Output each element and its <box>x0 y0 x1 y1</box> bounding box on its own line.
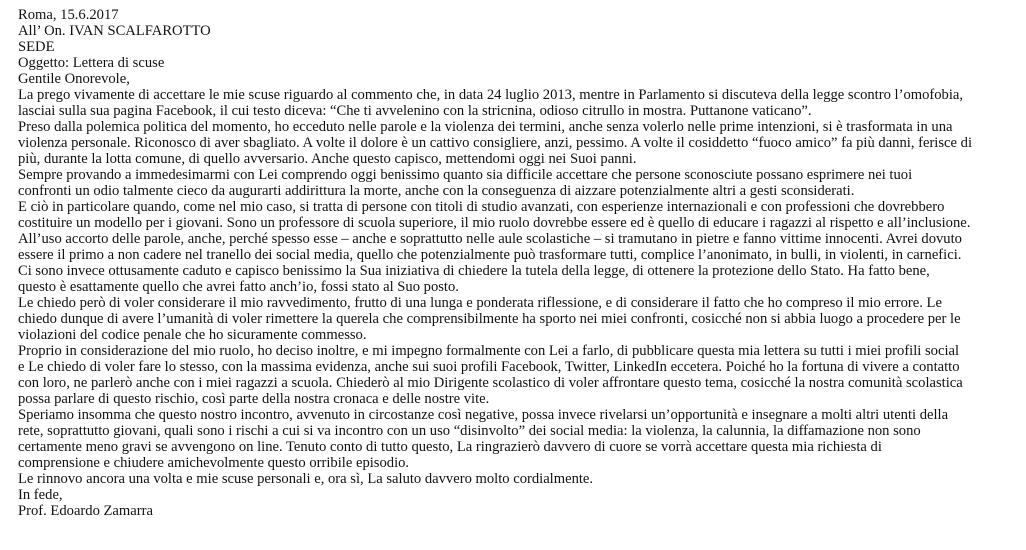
place-date: Roma, 15.6.2017 <box>18 7 119 23</box>
body-line: La prego vivamente di accettare le mie scuse riguardo al commento che, in data 24 luglio 2013, mentre in Parlamento si discuteva della legge scontro l’omofobia, <box>18 87 964 103</box>
body-line: Proprio in considerazione del mio ruolo, ho deciso inoltre, e mi impegno formalmente con Lei a farlo, di pubblicare questa mia lettera su tutti i miei profili social <box>18 343 960 359</box>
body-line: lasciai sulla sua pagina Facebook, il cui testo diceva: “Che ti avvelenino con la stricnina, odioso citrullo in mostra. Puttanone vaticano”. <box>18 103 812 119</box>
body-line: Le chiedo però di voler considerare il mio ravvedimento, frutto di una lunga e ponderata riflessione, e di considerare il fatto che ho compreso il mio errore. Le <box>18 295 942 311</box>
body-line: violazioni del codice penale che ho sicuramente commesso. <box>18 327 367 343</box>
body-line: questo è esattamente quello che avrei fatto anch’io, fossi stato al Suo posto. <box>18 279 459 295</box>
closing: In fede, <box>18 487 63 503</box>
body-line: Speriamo insomma che questo nostro incontro, avvenuto in circostanze così negative, possa invece rivelarsi un’opportunità e insegnare a molti altri utenti della <box>18 407 949 423</box>
body-line: chiedo dunque di avere l’umanità di voler rimettere la querela che comprensibilmente ha sporto nei miei confronti, cosicché non si abbia luogo a procedere per le <box>18 311 961 327</box>
body-line: confronti un odio talmente cieco da augurarti addirittura la morte, anche con la conseguenza di aizzare potenzialmente altri a gesti sconsiderati. <box>18 183 855 199</box>
recipient-location: SEDE <box>18 39 55 55</box>
body-line: rete, soprattutto giovani, quali sono i rischi a cui si va incontro con un uso “disinvolto” dei social media: la violenza, la calunnia, la diffamazione non sono <box>18 423 921 439</box>
body-line: Sempre provando a immedesimarmi con Lei comprendo oggi benissimo quanto sia difficile accettare che persone sconosciute possano esprimere nei tuoi <box>18 167 913 183</box>
body-line: E ciò in particolare quando, come nel mio caso, si tratta di persone con titoli di studio avanzati, con esperienze internazionali e con professioni che dovrebbero <box>18 199 945 215</box>
body-line: essere il primo a non cadere nel tranello dei social media, quello che potenzialmente può trasformare tutti, complice l’anonimato, in bulli, in violenti, in carnefici. <box>18 247 962 263</box>
body-line: Ci sono invece ottusamente caduto e capisco benissimo la Sua iniziativa di chiedere la tutela della legge, di ottenere la protezione dello Stato. Ha fatto bene, <box>18 263 930 279</box>
signature: Prof. Edoardo Zamarra <box>18 503 153 519</box>
body-line: possa parlare di questo rischio, così parte della nostra cronaca e delle nostre vite. <box>18 391 490 407</box>
body-line: certamente meno gravi se avvengono on line. Tenuto conto di tutto questo, La ringrazierò davvero di cuore se vorrà accettare questa mia richiesta di <box>18 439 882 455</box>
body-line: e Le chiedo di voler fare lo stesso, con la massima evidenza, anche sui suoi profili Facebook, Twitter, LinkedIn eccetera. Poiché ho la fortuna di vivere a contatto <box>18 359 960 375</box>
greeting: Gentile Onorevole, <box>18 71 130 87</box>
body-line: con loro, ne parlerò anche con i miei ragazzi a scuola. Chiederò al mio Dirigente scolastico di voler affrontare questo tema, cosicché la nostra comunità scolastica <box>18 375 963 391</box>
body-line: costituire un modello per i giovani. Sono un professore di scuola superiore, il mio ruolo dovrebbe essere ed è quello di educare i ragazzi al rispetto e all’inclusione. <box>18 215 971 231</box>
recipient-name: All’ On. IVAN SCALFAROTTO <box>18 23 211 39</box>
body-line: comprensione e chiudere amichevolmente questo orribile episodio. <box>18 455 410 471</box>
body-line: più, durante la lotta comune, di quello avversario. Anche questo capisco, mettendomi oggi nei Suoi panni. <box>18 151 637 167</box>
subject-line: Oggetto: Lettera di scuse <box>18 55 165 71</box>
body-line: All’uso accorto delle parole, anche, perché spesso esse – anche e soprattutto nelle aule scolastiche – si tramutano in pietre e fanno vittime innocenti. Avrei dovuto <box>18 231 962 247</box>
body-line: Le rinnovo ancora una volta e mie scuse personali e, ora sì, La saluto davvero molto cordialmente. <box>18 471 594 487</box>
body-line: violenza personale. Riconosco di aver sbagliato. A volte il dolore è un cattivo consigliere, anzi, pessimo. A volte il cosiddetto “fuoco amico” fa più danni, ferisce di <box>18 135 973 151</box>
body-line: Preso dalla polemica politica del momento, ho ecceduto nelle parole e la violenza dei termini, anche senza volerlo nelle prime intenzioni, si è trasformata in una <box>18 119 953 135</box>
